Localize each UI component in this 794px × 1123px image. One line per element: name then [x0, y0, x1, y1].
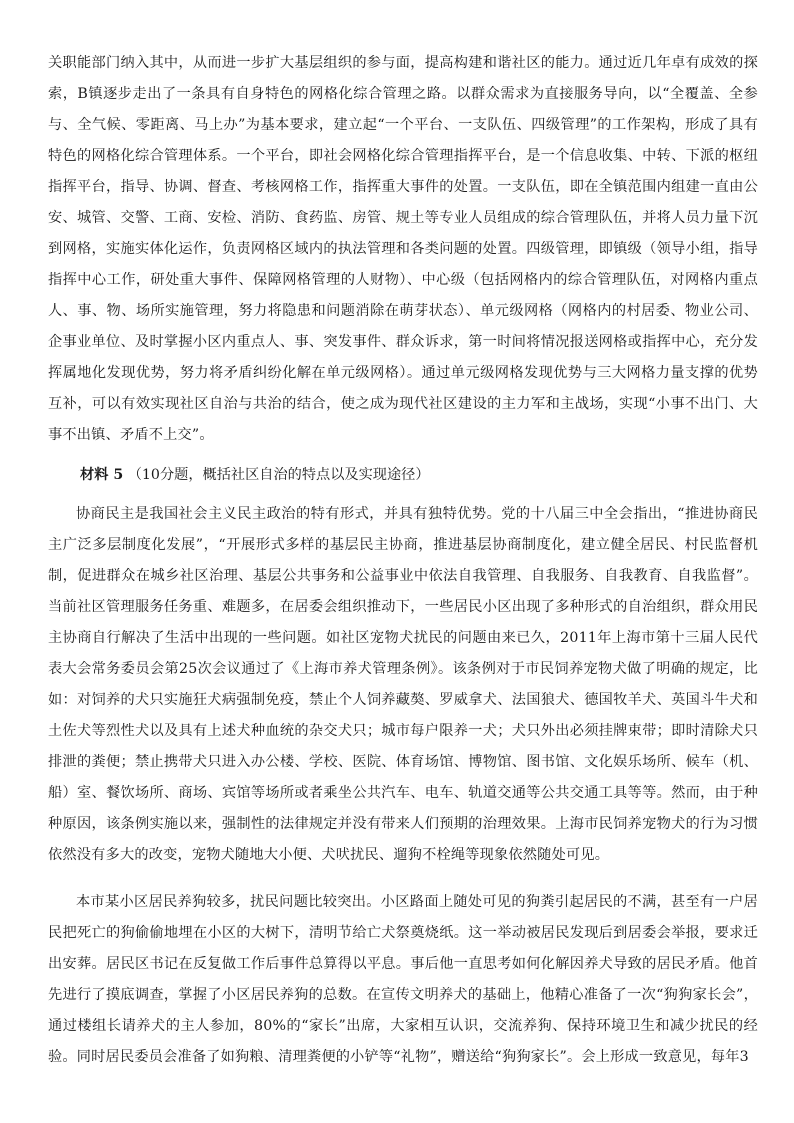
paragraph-gap — [48, 871, 758, 887]
document-page — [48, 48, 758, 1073]
paragraph-2: 本市某小区居民养狗较多，扰民问题比较突出。小区路面上随处可见的狗粪引起居民的不满，甚至有一户居民把死亡的狗偷偷地埋在小区的大树下，清明节给亡犬祭奠烧纸。这一举动被居民发现后到居委会举报，要求迁出安葬。居民区书记在反复做工作后事件总算得以平息。事后他一直思考如何化解因养犬导致的居民矛盾。他首先进行了摸底调查，掌握了小区居民养狗的总数。在宣传文明养犬的基础上，他精心准备了一次“狗狗家长会”，通过楼组长请养犬的主人参加，80%的“家长”出席，大家相互认识，交流养狗、保持环境卫生和减少扰民的经验。同时居民委员会准备了如狗粮、清理粪便的小铲等“礼物”，赠送给“狗狗家长”。会上形成一致意见，每年3 — [48, 894, 758, 1065]
intro-paragraph: 关职能部门纳入其中，从而进一步扩大基层组织的参与面，提高构建和谐社区的能力。通过近几年卓有成效的探索，B镇逐步走出了一条具有自身特色的网格化综合管理之路。以群众需求为直接服务导向，以“全覆盖、全参与、全气候、零距离、马上办”为基本要求，建立起“一个平台、一支队伍、四级管理”的工作架构，形成了具有特色的网格化综合管理体系。一个平台，即社会网格化综合管理指挥平台，是一个信息收集、中转、下派的枢纽指挥平台，指导、协调、督查、考核网格工作，指挥重大事件的处置。一支队伍，即在全镇范围内组建一直由公安、城管、交警、工商、安检、消防、食药监、房管、规土等专业人员组成的综合管理队伍，并将人员力量下沉到网格，实施实体化运作，负责网格区域内的执法管理和各类问题的处置。四级管理，即镇级（领导小组，指导指挥中心工作，研处重大事件、保障网格管理的人财物）、中心级（包括网格内的综合管理队伍，对网格内重点人、事、物、场所实施管理，努力将隐患和问题消除在萌芽状态）、单元级网格（网格内的村居委、物业公司、企事业单位、及时掌握小区内重点人、事、突发事件、群众诉求，第一时间将情况报送网格或指挥中心，充分发挥属地化发现优势，努力将矛盾纠纷化解在单元级网格）。通过单元级网格发现优势与三大网格力量支撑的优势互补，可以有效实现社区自治与共治的结合，使之成为现代社区建设的主力军和主战场，实现“小事不出门、大事不出镇、矛盾不上交”。 — [48, 55, 758, 443]
paragraph-1: 协商民主是我国社会主义民主政治的特有形式，并具有独特优势。党的十八届三中全会指出，“推进协商民主广泛多层制度化发展”，“开展形式多样的基层民主协商，推进基层协商制度化，建立健全居民、村民监督机制，促进群众在城乡社区治理、基层公共事务和公益事业中依法自我管理、自我服务、自我教育、自我监督”。当前社区管理服务任务重、难题多，在居委会组织推动下，一些居民小区出现了多种形式的自治组织，群众用民主协商自行解决了生活中出现的一些问题。如社区宠物犬扰民的问题由来已久，2011年上海市第十三届人民代表大会常务委员会第25次会议通过了《上海市养犬管理条例》。该条例对于市民饲养宠物犬做了明确的规定，比如：对饲养的犬只实施狂犬病强制免疫，禁止个人饲养藏獒、罗威拿犬、法国狼犬、德国牧羊犬、英国斗牛犬和土佐犬等烈性犬以及具有上述犬种血统的杂交犬只；城市每户限养一犬；犬只外出必须挂牌束带；即时清除犬只排泄的粪便；禁止携带犬只进入办公楼、学校、医院、体育场馆、博物馆、图书馆、文化娱乐场所、候车（机、船）室、餐饮场所、商场、宾馆等场所或者乘坐公共汽车、电车、轨道交通等公共交通工具等等。然而，由于种种原因，该条例实施以来，强制性的法律规定并没有带来人们预期的治理效果。上海市民饲养宠物犬的行为习惯依然没有多大的改变，宠物犬随地大小便、犬吠扰民、遛狗不栓绳等现象依然随处可见。 — [48, 506, 758, 863]
material-heading — [80, 465, 758, 485]
material-label: 材料 5 — [80, 467, 124, 483]
material-note: （10分题，概括社区自治的特点以及实现途径） — [127, 467, 430, 483]
